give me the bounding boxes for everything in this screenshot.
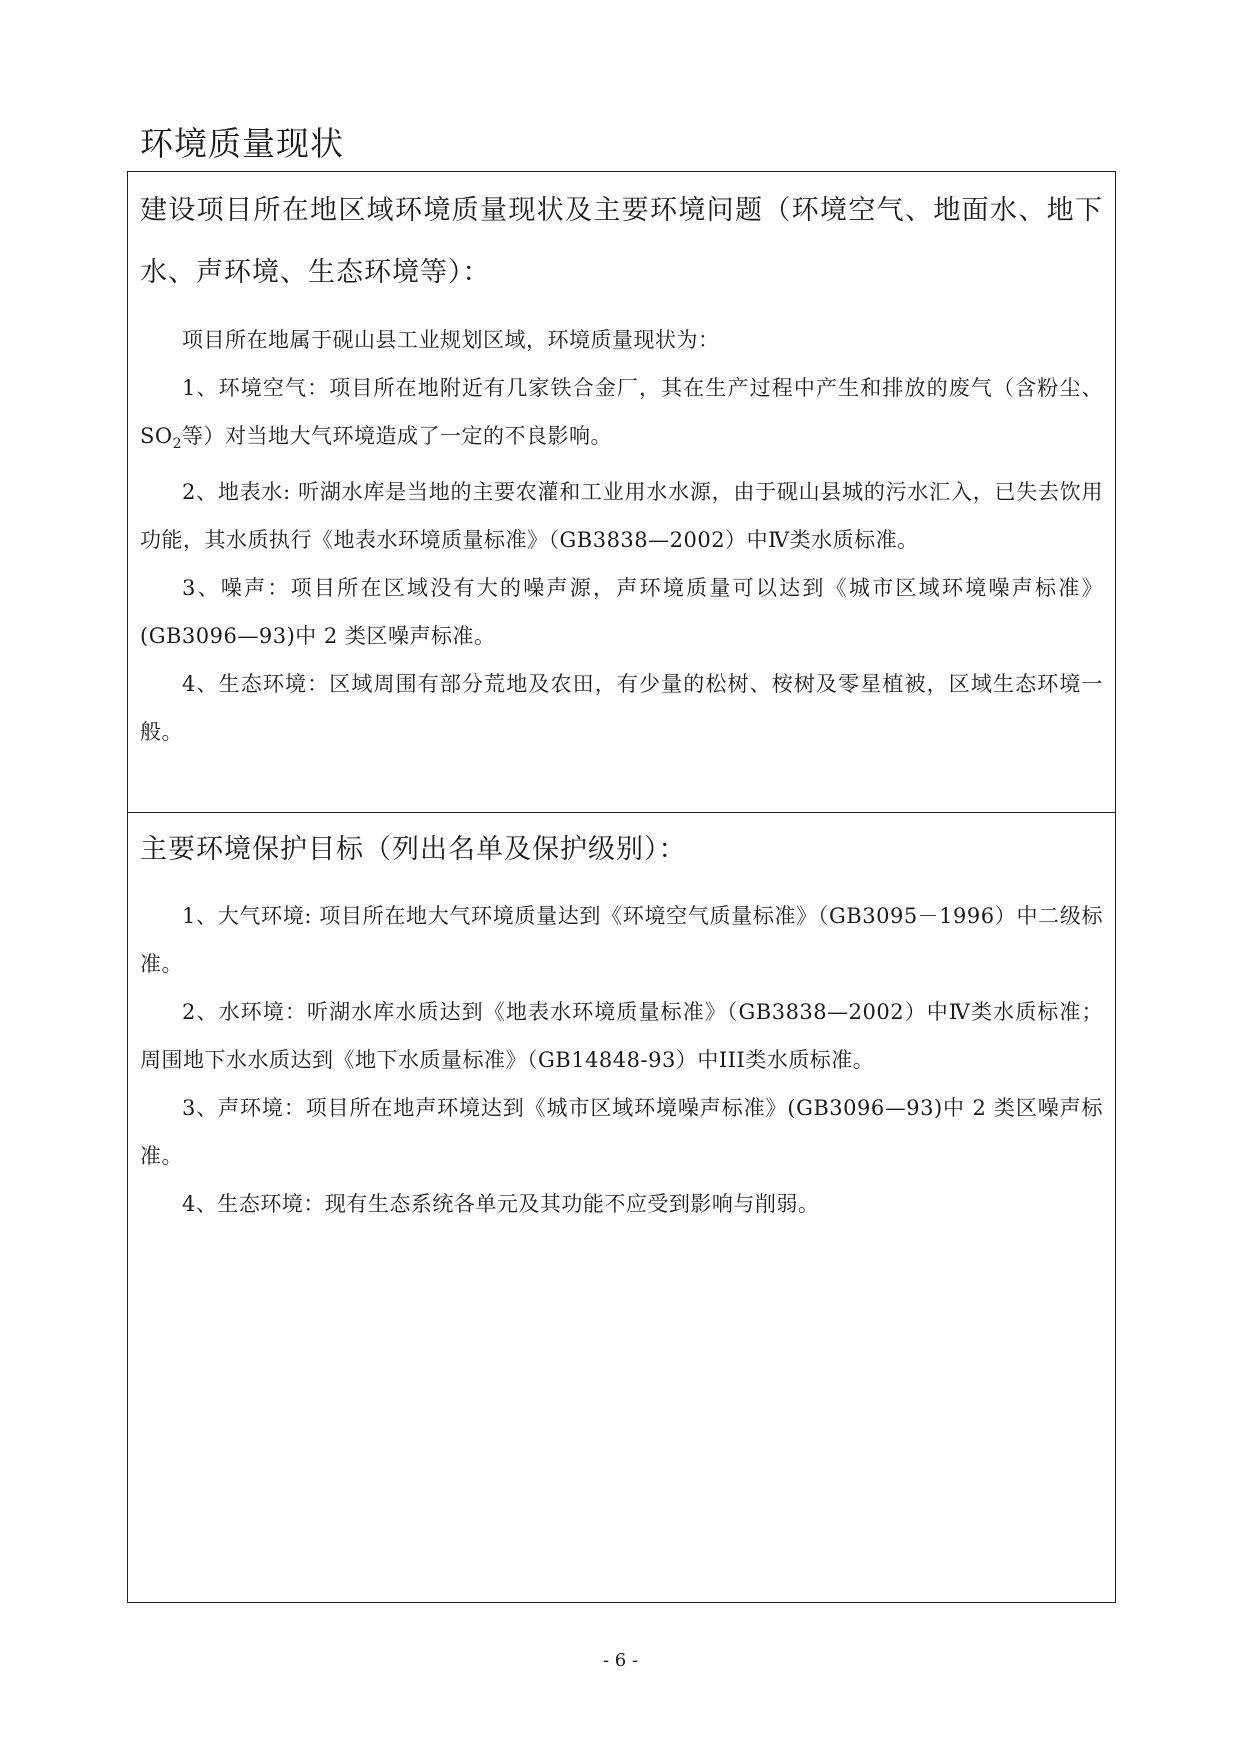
protection-targets-section bbox=[140, 824, 1103, 1228]
target-water-paragraph: 2、水环境：听湖水库水质达到《地表水环境质量标准》（GB3838—2002）中Ⅳ类水质标准；周围地下水水质达到《地下水质量标准》（GB14848-93）中III类水质标准。 bbox=[140, 1000, 1103, 1072]
page-title: 环境质量现状 bbox=[140, 124, 344, 163]
page-number: - 6 - bbox=[602, 1650, 639, 1671]
ecology-paragraph: 4、生态环境：区域周围有部分荒地及农田，有少量的松树、桉树及零星植被，区域生态环境一般。 bbox=[140, 672, 1103, 745]
current-status-section bbox=[140, 180, 1103, 756]
current-status-intro: 项目所在地属于砚山县工业规划区域，环境质量现状为： bbox=[182, 328, 720, 352]
air-quality-paragraph: 1、环境空气：项目所在地附近有几家铁合金厂，其在生产过程中产生和排放的废气（含粉尘、$SO_2$等）对当地大气环境造成了一定的不良影响。 bbox=[140, 376, 1103, 453]
target-noise-paragraph: 3、声环境：项目所在地声环境达到《城市区域环境噪声标准》(GB3096—93)中 2 类区噪声标准。 bbox=[140, 1096, 1103, 1168]
noise-paragraph: 3、噪声：项目所在区域没有大的噪声源，声环境质量可以达到《城市区域环境噪声标准》(GB3096—93)中 2 类区噪声标准。 bbox=[140, 576, 1103, 649]
target-air-paragraph: 1、大气环境: 项目所在地大气环境质量达到《环境空气质量标准》（GB3095－1996）中二级标准。 bbox=[140, 904, 1103, 976]
protection-targets-prompt: 主要环境保护目标（列出名单及保护级别）： bbox=[140, 834, 687, 865]
surface-water-paragraph: 2、地表水: 听湖水库是当地的主要农灌和工业用水水源，由于砚山县城的污水汇入，已失去饮用功能，其水质执行《地表水环境质量标准》（GB3838—2002）中Ⅳ类水质标准。 bbox=[140, 480, 1103, 553]
section-divider bbox=[128, 812, 1115, 813]
current-status-prompt: 建设项目所在地区域环境质量现状及主要环境问题（环境空气、地面水、地下水、声环境、生态环境等）： bbox=[140, 195, 1103, 288]
content-table bbox=[127, 171, 1116, 1603]
target-ecology-paragraph: 4、生态环境：现有生态系统各单元及其功能不应受到影响与削弱。 bbox=[182, 1192, 820, 1216]
